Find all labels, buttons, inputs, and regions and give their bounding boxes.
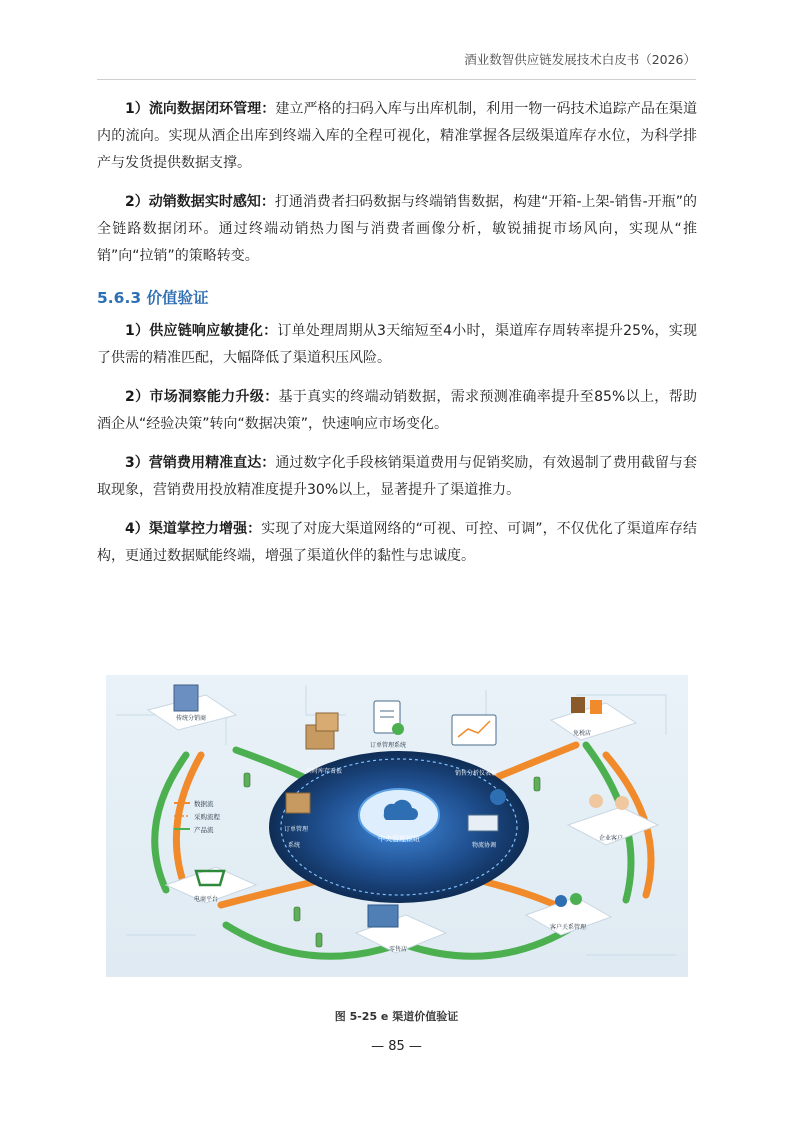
paragraph-text: 通过数字化手段核销渠道费用与促销奖励，有效遏制了费用截留与套取现象，营销费用投放精准度提升30%以上，显著提升了渠道推力。 xyxy=(97,455,697,498)
node-label: 企业客户 xyxy=(598,835,624,842)
node-label: 客户关系管理 xyxy=(549,924,587,931)
page-number: — 85 — xyxy=(371,1039,422,1054)
channel-network-diagram xyxy=(106,675,688,977)
paragraph-value-2 xyxy=(97,384,697,438)
channel-value-figure xyxy=(106,675,688,977)
ring-label: 物流协调 xyxy=(471,842,497,849)
hub-label: 中央管理枢纽 xyxy=(378,835,420,843)
ring-label: 订单管理系统 xyxy=(369,742,407,749)
paragraph-text: 打通消费者扫码数据与终端销售数据，构建“开箱-上架-销售-开瓶”的全链路数据闭环。通过终端动销热力图与消费者画像分析，敏锐捕捉市场风向，实现从“推销”向“拉销”的策略转变。 xyxy=(97,194,697,264)
paragraph-text: 订单处理周期从3天缩短至4小时，渠道库存周转率提升25%，实现了供需的精准匹配，大幅降低了渠道积压风险。 xyxy=(97,323,697,366)
paragraph-value-3 xyxy=(97,450,697,504)
section-heading: 5.6.3 价值验证 xyxy=(97,289,209,307)
paragraph-title: 4）渠道掌控力增强： xyxy=(125,521,262,537)
legend-item: 采购流程 xyxy=(194,813,220,821)
figure-caption: 图 5-25 e 渠道价值验证 xyxy=(334,1010,459,1023)
paragraph-flow-data xyxy=(97,96,697,177)
ring-label: 销售分析仪表板 xyxy=(454,770,498,777)
header-divider xyxy=(97,79,696,80)
legend-item: 产品流 xyxy=(194,826,214,834)
paragraph-title: 2）动销数据实时感知： xyxy=(125,194,275,210)
page-header: 酒业数智供应链发展技术白皮书（2026） xyxy=(464,52,696,67)
paragraph-sales-data xyxy=(97,189,697,270)
node-label: 电商平台 xyxy=(193,896,219,903)
node-label: 零售店 xyxy=(388,946,408,953)
paragraph-text: 实现了对庞大渠道网络的“可视、可控、可调”，不仅优化了渠道库存结构，更通过数据赋能终端，增强了渠道伙伴的黏性与忠诚度。 xyxy=(97,521,697,564)
paragraph-title: 1）供应链响应敏捷化： xyxy=(125,323,278,339)
paragraph-text: 基于真实的终端动销数据，需求预测准确率提升至85%以上，帮助酒企从“经验决策”转向“数据决策”，快速响应市场变化。 xyxy=(97,389,697,432)
paragraph-text: 建立严格的扫码入库与出库机制，利用一物一码技术追踪产品在渠道内的流向。实现从酒企出库到终端入库的全程可视化，精准掌握各层级渠道库存水位，为科学排产与发货提供数据支撑。 xyxy=(97,101,697,171)
node-label: 传统分销商 xyxy=(175,715,207,722)
ring-label: 系统 xyxy=(287,842,301,849)
paragraph-value-1 xyxy=(97,318,697,372)
paragraph-title: 1）流向数据闭环管理： xyxy=(125,101,276,117)
ring-label: 实时库存看板 xyxy=(305,768,343,775)
main-content xyxy=(97,96,697,582)
legend-item: 数据流 xyxy=(194,800,214,808)
ring-label: 订单管理 xyxy=(283,826,309,833)
paragraph-title: 3）营销费用精准直达： xyxy=(125,455,276,471)
paragraph-value-4 xyxy=(97,516,697,570)
node-label: 免税店 xyxy=(572,730,592,737)
paragraph-title: 2）市场洞察能力升级： xyxy=(125,389,279,405)
